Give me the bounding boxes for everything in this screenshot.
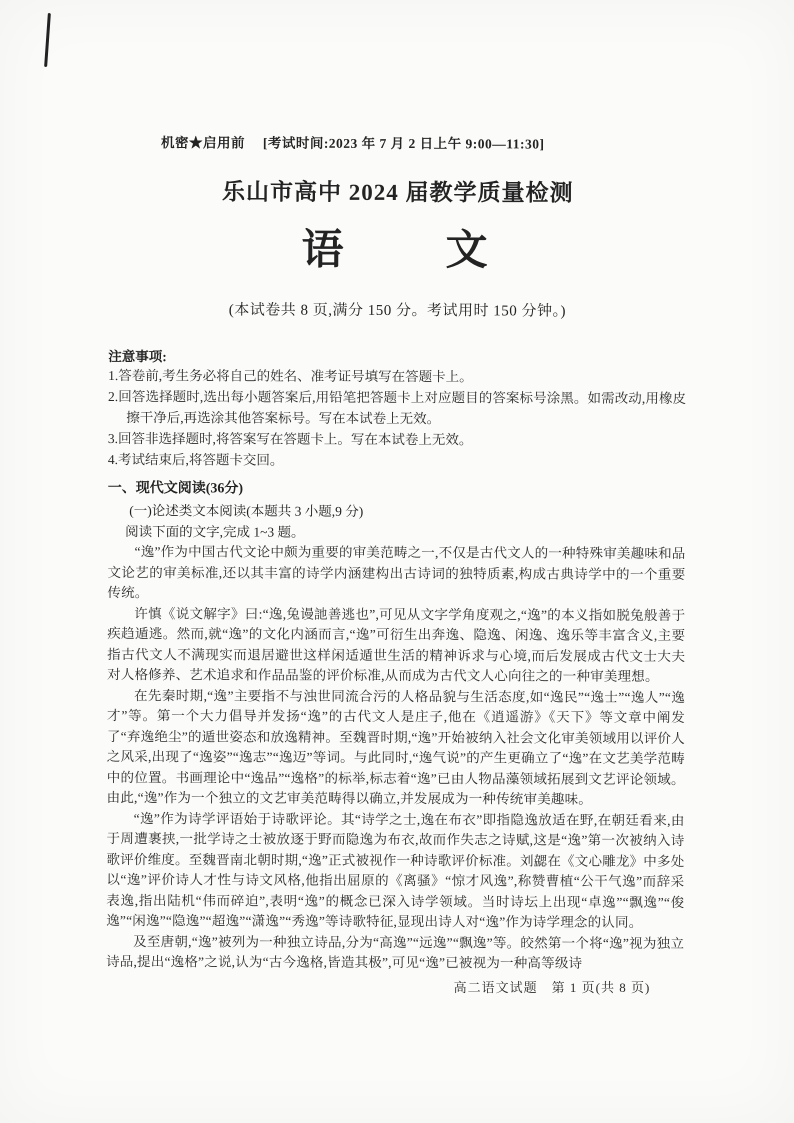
subsection-heading: (一)论述类文本阅读(本题共 3 小题,9 分): [129, 503, 364, 519]
page-content: [106, 131, 687, 975]
notice-title: 注意事项:: [108, 348, 167, 365]
scan-edge-artifact: [44, 13, 51, 67]
notice-item-4: 4.考试结束后,将答题卡交回。: [107, 451, 284, 468]
reading-instruction: 阅读下面的文字,完成 1~3 题。: [125, 524, 305, 540]
exam-title: 乐山市高中 2024 届教学质量检测: [221, 179, 574, 206]
reading-passage-paragraph: “逸”作为中国古代文论中颇为重要的审美范畴之一,不仅是古代文人的一种特殊审美趣味和品文论艺的审美标准,还以其丰富的诗学内涵建构出古诗词的独特质素,构成古典诗学中的一个重要传统。: [107, 544, 686, 601]
notice-item-2: 2.回答选择题时,选出每小题答案后,用铅笔把答题卡上对应题目的答案标号涂黑。如需改动,用橡皮擦干净后,再选涂其他答案标号。写在本试卷上无效。: [108, 388, 687, 427]
reading-passage-paragraph: 许慎《说文解字》曰:“逸,兔谩訑善逃也”,可见从文字学角度观之,“逸”的本义指如脱兔般善于疾趋遁逃。然而,就“逸”的文化内涵而言,“逸”可衍生出奔逸、隐逸、闲逸、逸乐等丰富含义,主要指古代文人不满现实而退居避世这样闲适遁世生活的精神诉求与心境,而后发展成古代文士大夫对人格修养、艺术追求和作品品鉴的评价标准,从而成为古代文人心向往之的一种审美理想。: [107, 605, 686, 684]
exam-header: [109, 131, 687, 153]
reading-passage-paragraph: “逸”作为诗学评语始于诗歌评论。其“诗学之士,逸在布衣”即指隐逸放适在野,在朝廷看来,由于周遭裹挟,一批学诗之士被放逐于野而隐逸为布衣,故而作失志之诗赋,这是“逸”第一次被纳入诗歌评价维度。至魏晋南北朝时期,“逸”正式被视作一种诗歌评价标准。刘勰在《文心雕龙》中多处以“逸”评价诗人才性与诗文风格,他指出屈原的《离骚》“惊才风逸”,称赞曹植“公干气逸”而辞采表逸,指出陆机“伟而碎迫”,表明“逸”的概念已深入诗学领域。当时诗坛上出现“卓逸”“飘逸”“俊逸”“闲逸”“隐逸”“超逸”“潇逸”“秀逸”等诗歌特征,显现出诗人对“逸”作为诗学理念的认同。: [106, 810, 685, 930]
notice-item-3: 3.回答非选择题时,将答案写在答题卡上。写在本试卷上无效。: [107, 430, 473, 448]
classification-label: 机密★启用前: [160, 135, 245, 151]
page-footer: 高二语文试题 第 1 页(共 8 页): [453, 980, 651, 995]
reading-passage-paragraph: 及至唐朝,“逸”被列为一种独立诗品,分为“高逸”“远逸”“飘逸”等。皎然第一个将“逸”视为独立诗品,提出“逸格”之说,认为“古今逸格,皆造其极”,可见“逸”已被视为一种高等级诗: [106, 933, 685, 971]
subject-title: 语 文: [301, 227, 494, 275]
paper-info: (本试卷共 8 页,满分 150 分。考试用时 150 分钟。): [228, 302, 567, 320]
section-heading: 一、现代文阅读(36分): [107, 480, 244, 497]
exam-time-label: [考试时间:2023 年 7 月 2 日上午 9:00—11:30]: [262, 135, 545, 152]
notice-item-1: 1.答卷前,考生务必将自己的姓名、准考证号填写在答题卡上。: [108, 367, 473, 385]
reading-passage-paragraph: 在先秦时期,“逸”主要指不与浊世同流合污的人格品貌与生活态度,如“逸民”“逸士”“逸人”“逸才”等。第一个大力倡导并发扬“逸”的古代文人是庄子,他在《逍遥游》《天下》等文章中阐发了“弃逸绝尘”的遁世姿态和放逸精神。至魏晋时期,“逸”开始被纳入社会文化审美领域用以评价人之风采,出现了“逸姿”“逸志”“逸迈”等词。与此同时,“逸气说”的产生更确立了“逸”在文艺美学范畴中的位置。书画理论中“逸品”“逸格”的标举,标志着“逸”已由人物品藻领域拓展到文艺评论领域。由此,“逸”作为一个独立的文艺审美范畴得以确立,并发展成为一种传统审美趣味。: [106, 687, 686, 807]
